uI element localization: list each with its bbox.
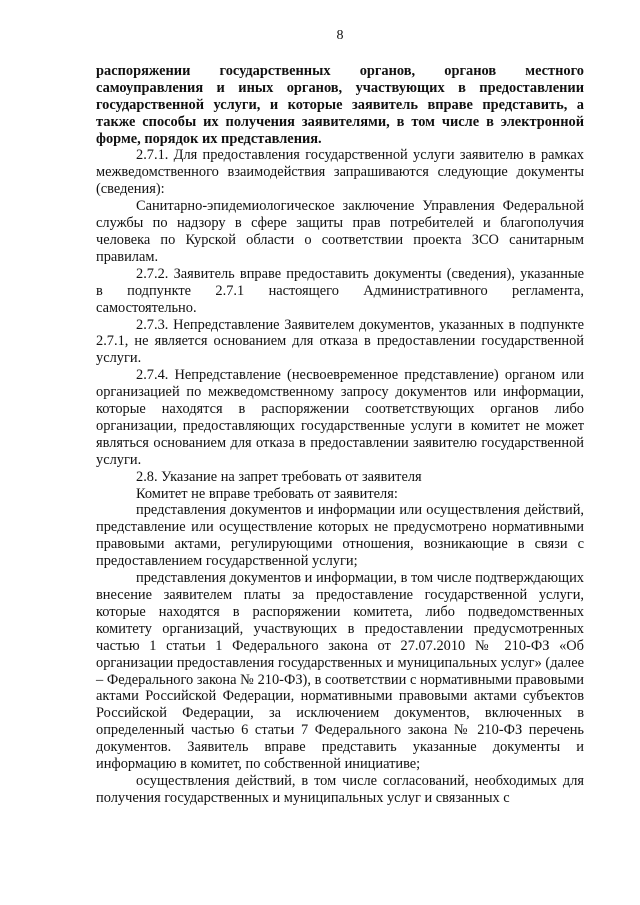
paragraph-3: Санитарно-эпидемиологическое заключение Управления Федеральной службы по надзору в сфере защиты прав потребителей и благополучия человека по Курской области о соответствии проекта ЗСО санитарным правилам. [96, 198, 584, 265]
paragraph-7: 2.8. Указание на запрет требовать от заявителя [136, 468, 422, 485]
paragraph-4: 2.7.2. Заявитель вправе предоставить документы (сведения), указанные в подпункте 2.7.1 настоящего Административного регламента, самостоятельно. [96, 265, 584, 316]
paragraph-8: Комитет не вправе требовать от заявителя: [136, 485, 398, 502]
paragraph-11: осуществления действий, в том числе согласований, необходимых для получения государственных и муниципальных услуг и связанных с [96, 772, 584, 806]
paragraph-5: 2.7.3. Непредставление Заявителем документов, указанных в подпункте 2.7.1, не является основанием для отказа в предоставлении государственной услуги. [96, 316, 584, 367]
page-number: 8 [336, 28, 344, 43]
paragraph-6: 2.7.4. Непредставление (несвоевременное представление) органом или организацией по межведомственному запросу документов или информации, которые находятся в распоряжении соответствующих органов либо организации, предоставляющих государственные услуги в комитет не может являться основанием для отказа в предоставлении заявителю государственной услуги. [96, 367, 584, 468]
paragraph-9: представления документов и информации или осуществления действий, представление или осуществление которых не предусмотрено нормативными правовыми актами, регулирующими отношения, возникающие в связи с предоставлением государственной услуги; [96, 502, 584, 570]
document-page [96, 28, 584, 807]
paragraph-2: 2.7.1. Для предоставления государственной услуги заявителю в рамках межведомственного взаимодействия запрашиваются следующие документы (сведения): [96, 147, 584, 198]
paragraph-1: распоряжении государственных органов, органов местного самоуправления и иных органов, участвующих в предоставлении государственной услуги, и которые заявитель вправе представить, а также способы их получения заявителями, в том числе в электронной форме, порядок их представления. [96, 62, 584, 147]
document-body [96, 63, 584, 807]
paragraph-10: представления документов и информации, в том числе подтверждающих внесение заявителем платы за предоставление государственной услуги, которые находятся в распоряжении комитета, либо подведомственных комитету организаций, участвующих в предоставлении предусмотренных частью 1 статьи 1 Федерального закона от 27.07.2010 № 210-ФЗ «Об организации предоставления государственных и муниципальных услуг» (далее – Федерального закона № 210-ФЗ), в соответствии с нормативными правовыми актами Российской Федерации, нормативными правовыми актами субъектов Российской Федерации, за исключением документов, включенных в определенный частью 6 статьи 7 Федерального закона № 210-ФЗ перечень документов. Заявитель вправе представить указанные документы и информацию в комитет, по собственной инициативе; [96, 570, 584, 773]
